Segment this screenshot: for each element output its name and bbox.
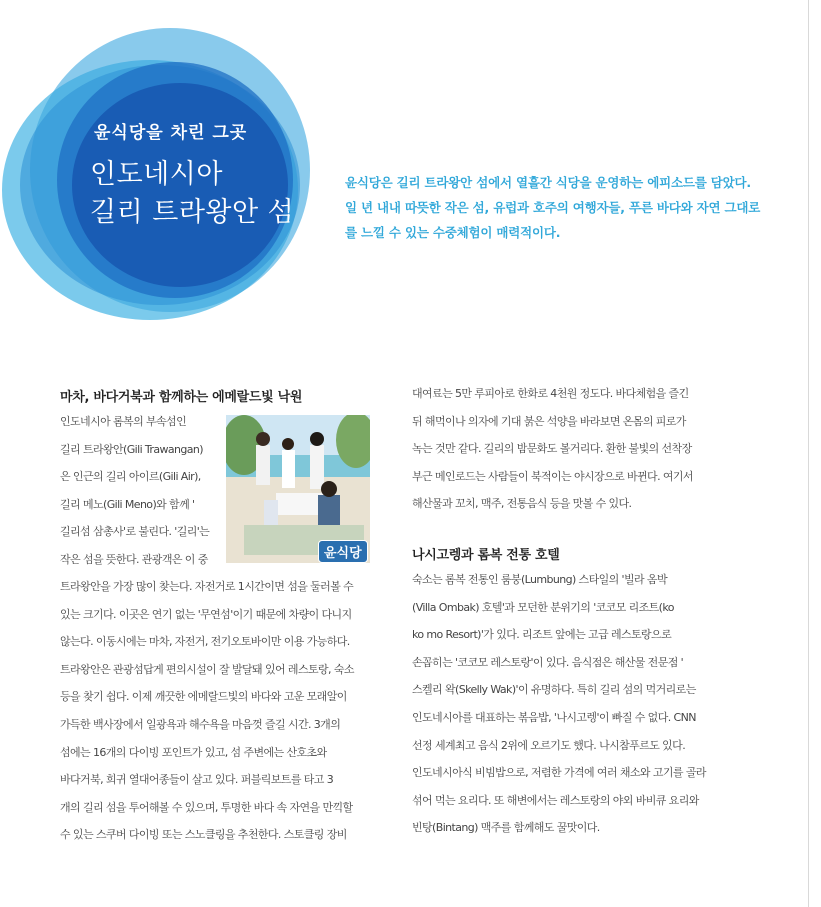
body-line: 트라왕안을 가장 많이 찾는다. 자전거로 1시간이면 섬을 둘러볼 수 bbox=[60, 580, 354, 593]
body-line: 뒤 해먹이나 의자에 기대 붉은 석양을 바라보면 온몸의 피로가 bbox=[412, 414, 686, 428]
intro-line: 를 느낄 수 있는 수중체험이 매력적이다. bbox=[345, 225, 561, 240]
body-line: 인도네시아 롬복의 부속섬인 bbox=[60, 415, 187, 428]
body-line: 빈탕(Bintang) 맥주를 함께해도 꿀맛이다. bbox=[412, 821, 600, 835]
body-line: 작은 섬을 뜻한다. 관광객은 이 중 bbox=[60, 552, 208, 566]
body-line: 길리 트라왕안(Gili Trawangan) bbox=[60, 442, 203, 456]
right-top-paragraph bbox=[412, 380, 742, 518]
body-line: 등을 찾기 쉽다. 이제 깨끗한 에메랄드빛의 바다와 고운 모래알이 bbox=[60, 690, 347, 704]
body-line: 선정 세계최고 음식 2위에 오르기도 했다. 나시참푸르도 있다. bbox=[412, 738, 686, 752]
intro-line: 윤식당은 길리 트라왕안 섬에서 열흘간 식당을 운영하는 에피소드를 담았다. bbox=[345, 175, 751, 190]
body-line: 인도네시아를 대표하는 볶음밥, '나시고렝'이 빠질 수 없다. CNN bbox=[412, 710, 696, 724]
body-line: 가득한 백사장에서 일광욕과 해수욕을 마음껏 즐길 시간. 3개의 bbox=[60, 717, 341, 731]
body-line: 섞어 먹는 요리다. 또 해변에서는 레스토랑의 야외 바비큐 요리와 bbox=[412, 793, 699, 807]
hero-title bbox=[90, 156, 294, 232]
body-line: 인도네시아식 비빔밥으로, 저렴한 가격에 여러 채소와 고기를 골라 bbox=[412, 766, 706, 780]
body-line: 섬에는 16개의 다이빙 포인트가 있고, 섬 주변에는 산호초와 bbox=[60, 745, 327, 759]
body-line: 개의 길리 섬을 투어해볼 수 있으며, 투명한 바다 속 자연을 만끽할 bbox=[60, 800, 353, 814]
intro-paragraph bbox=[345, 170, 765, 245]
body-line: 부근 메인로드는 사람들이 북적이는 야시장으로 바뀐다. 여기서 bbox=[412, 469, 693, 483]
right-bottom-paragraph bbox=[412, 566, 742, 842]
body-line: 길리섬 삼총사'로 불린다. '길리'는 bbox=[60, 525, 210, 539]
right-section-heading: 나시고렝과 롬복 전통 호텔 bbox=[412, 548, 560, 563]
body-line: 있는 크기다. 이곳은 연기 없는 '무연섬'이기 때문에 차량이 다니지 bbox=[60, 607, 352, 621]
hero-subtitle: 윤식당을 차린 그곳 bbox=[94, 123, 248, 143]
body-line: (Villa Ombak) 호텔'과 모던한 분위기의 '코코모 리조트(ko bbox=[412, 600, 674, 614]
body-line: 스켈리 왁(Skelly Wak)'이 유명하다. 특히 길리 섬의 먹거리로는 bbox=[412, 683, 696, 697]
body-line: 트라왕안은 관광섬답게 편의시설이 잘 발달돼 있어 레스토랑, 숙소 bbox=[60, 662, 354, 676]
body-line: 손꼽히는 '코코모 레스토랑'이 있다. 음식점은 해산물 전문점 ' bbox=[412, 655, 684, 669]
intro-line: 일 년 내내 따뜻한 작은 섬, 유럽과 호주의 여행자들, 푸른 바다와 자연 그대로 bbox=[345, 200, 761, 215]
body-line: 수 있는 스쿠버 다이빙 또는 스노클링을 추천한다. 스토클링 장비 bbox=[60, 828, 347, 842]
body-line: 해산물과 꼬치, 맥주, 전통음식 등을 맛볼 수 있다. bbox=[412, 497, 632, 511]
show-logo: 윤식당 bbox=[318, 540, 368, 563]
body-line: 은 인근의 길리 아이르(Gili Air), bbox=[60, 470, 201, 484]
left-section-heading: 마차, 바다거북과 함께하는 에메랄드빛 낙원 bbox=[60, 390, 303, 405]
body-line: 대여료는 5만 루피아로 한화로 4천원 정도다. 바다체험을 즐긴 bbox=[412, 387, 689, 400]
left-wide-paragraph bbox=[60, 573, 380, 849]
hero-title-line: 인도네시아 bbox=[90, 159, 223, 190]
left-narrow-paragraph bbox=[60, 408, 225, 574]
hero-title-line: 길리 트라왕안 섬 bbox=[90, 197, 295, 228]
body-line: 녹는 것만 같다. 길리의 밤문화도 볼거리다. 환한 불빛의 선착장 bbox=[412, 442, 692, 456]
body-line: 바다거북, 희귀 열대어종들이 살고 있다. 퍼블릭보트를 타고 3 bbox=[60, 773, 334, 787]
body-line: ko mo Resort)'가 있다. 리조트 앞에는 고급 레스토랑으로 bbox=[412, 628, 672, 642]
body-line: 않는다. 이동시에는 마차, 자전거, 전기오토바이만 이용 가능하다. bbox=[60, 635, 350, 649]
body-line: 길리 메노(Gili Meno)와 함께 ' bbox=[60, 497, 195, 511]
body-line: 숙소는 롬복 전통인 룸붕(Lumbung) 스타일의 '빌라 옴박 bbox=[412, 573, 667, 586]
